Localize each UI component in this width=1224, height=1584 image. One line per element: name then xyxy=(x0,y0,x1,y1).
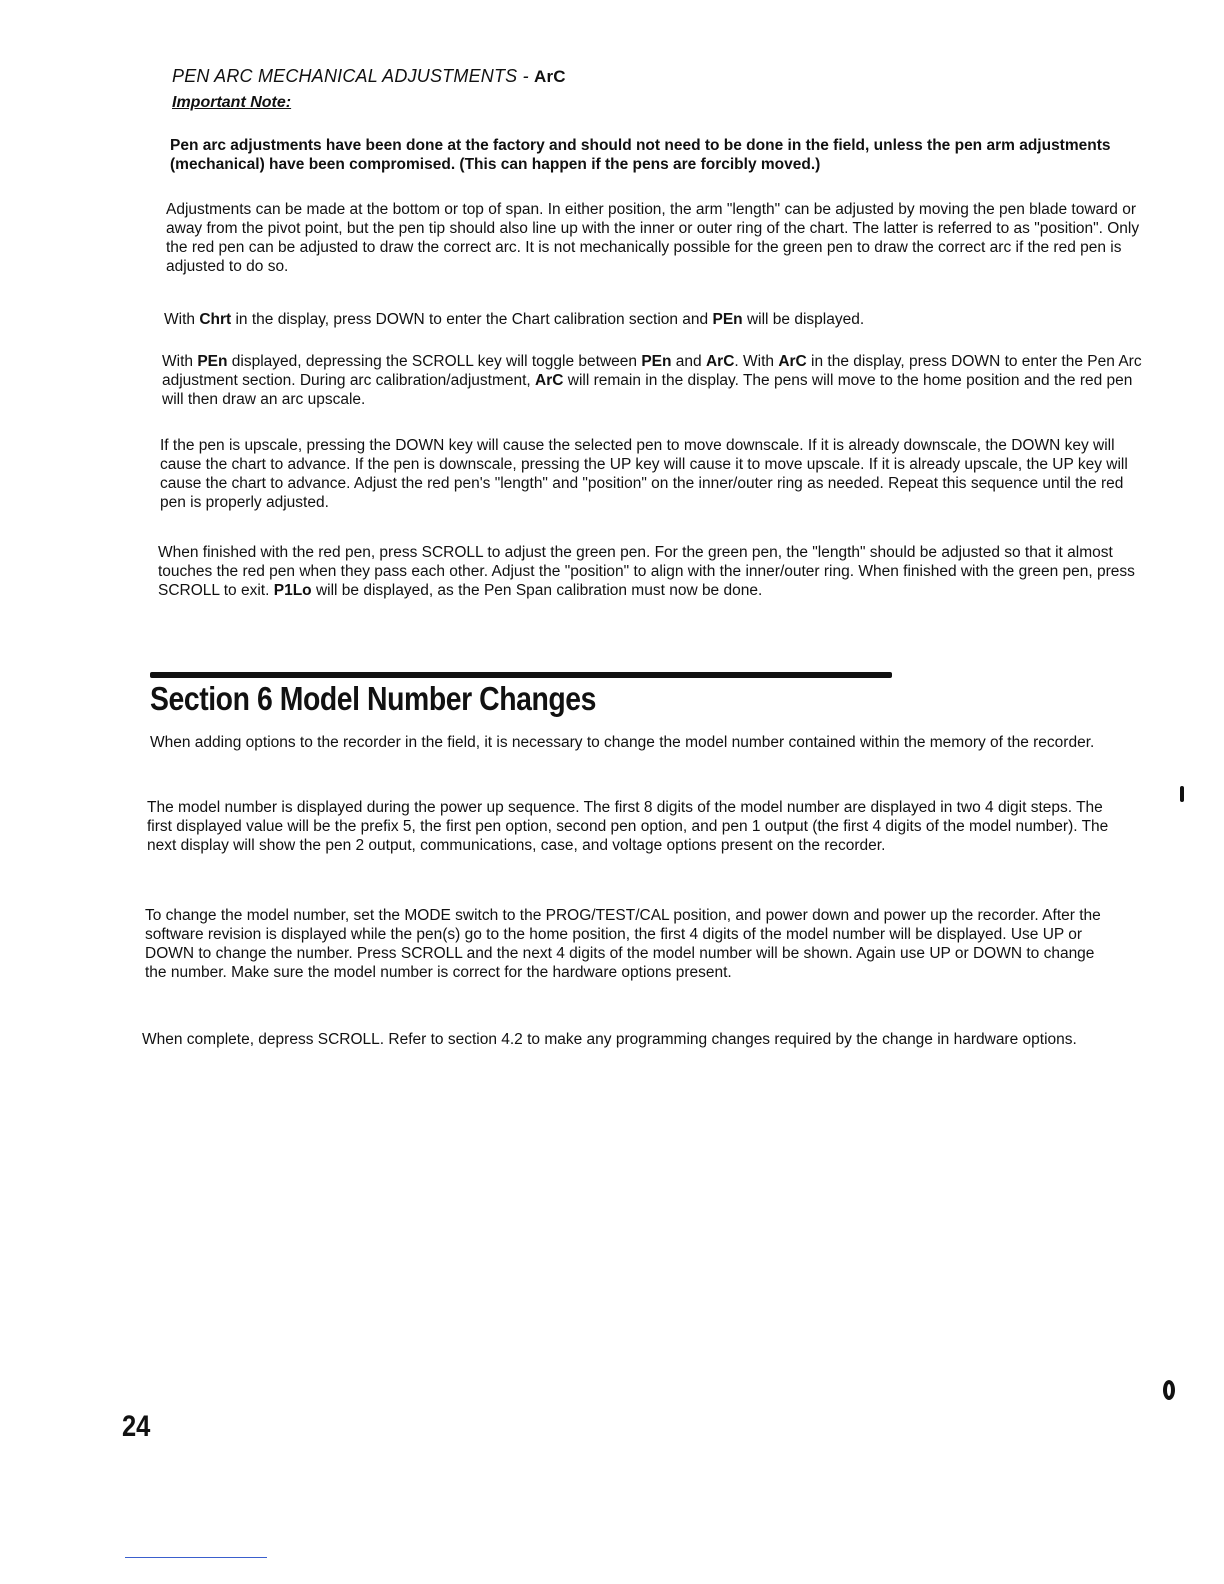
section-6-paragraph-4-text: When complete, depress SCROLL. Refer to section 4.2 to make any programming changes required by the change in hardware options. xyxy=(142,1031,1077,1048)
margin-mark xyxy=(1180,786,1184,802)
corner-scan-mark xyxy=(1163,1380,1175,1400)
paragraph-3 xyxy=(162,352,1152,409)
important-note-body: Pen arc adjustments have been done at the factory and should not need to be done in the field, unless the pen arm adjustments (mechanical) have been compromised. (This can happen if the pens are forcibly moved.) xyxy=(170,137,1111,173)
p5-a: When finished with the red pen, press SCROLL to adjust the green pen. For the green pen, the "length" should be adjusted so that it almost touches the red pen when they pass each other. Adjust the "position" to align with the inner/outer ring. When finished with the green pen, press SCROLL to exit. xyxy=(158,544,1135,599)
paragraph-4 xyxy=(160,436,1150,512)
important-note-label: Important Note: xyxy=(172,94,292,111)
important-note-text xyxy=(170,136,1145,174)
section-6-paragraph-1 xyxy=(150,733,1135,752)
section-6-rule xyxy=(150,672,892,678)
p5-c: will be displayed, as the Pen Span calibration must now be done. xyxy=(311,582,763,599)
paragraph-5-text xyxy=(158,543,1148,600)
p3-arc-3: ArC xyxy=(535,372,564,389)
p3-g: . With xyxy=(734,353,779,370)
p5-p1lo: P1Lo xyxy=(273,582,312,599)
section-6-title: Section 6 Model Number Changes xyxy=(150,680,596,717)
section-6-paragraph-1-text: When adding options to the recorder in the field, it is necessary to change the model number contained within the memory of the recorder. xyxy=(150,734,1095,751)
p3-c: displayed, depressing the SCROLL key will toggle between xyxy=(227,353,642,370)
heading-code: ArC xyxy=(534,67,566,86)
section-6-paragraph-3 xyxy=(145,906,1105,982)
p3-pen-1: PEn xyxy=(197,353,228,370)
p2-c: in the display, press DOWN to enter the Chart calibration section and xyxy=(231,311,713,328)
p2-chrt: Chrt xyxy=(199,311,232,328)
section-heading xyxy=(172,66,566,87)
p3-k: will remain in the display. The pens will move to the home position and the red pen will then draw an arc upscale. xyxy=(162,372,1133,408)
p3-arc-1: ArC xyxy=(705,353,735,370)
p3-i: in the display, press DOWN to enter the Pen Arc adjustment section. During arc calibration/adjustment, xyxy=(162,353,1142,389)
p3-pen-2: PEn xyxy=(641,353,672,370)
p3-e: and xyxy=(671,353,706,370)
heading-separator: - xyxy=(517,66,534,86)
heading-title: PEN ARC MECHANICAL ADJUSTMENTS xyxy=(172,66,518,86)
p2-e: will be displayed. xyxy=(742,311,865,328)
p3-arc-2: ArC xyxy=(778,353,807,370)
paragraph-2-text xyxy=(164,310,1154,329)
p2-pen: PEn xyxy=(712,311,743,328)
section-6-paragraph-2-text: The model number is displayed during the power up sequence. The first 8 digits of the model number are displayed in two 4 digit steps. The first displayed value will be the prefix 5, the first pen option, second pen option, and pen 1 output (the first 4 digits of the model number). The next display will show the pen 2 output, communications, case, and voltage options present on the recorder. xyxy=(147,799,1109,854)
section-6-paragraph-2 xyxy=(147,798,1132,855)
p3-a: With xyxy=(162,353,198,370)
paragraph-3-text xyxy=(162,352,1152,409)
section-6-paragraph-3-text: To change the model number, set the MODE switch to the PROG/TEST/CAL position, and power down and power up the recorder. After the software revision is displayed while the pen(s) go to the home position, the first 4 digits of the model number will be displayed. Use UP or DOWN to change the number. Press SCROLL and the next 4 digits of the model number will be shown. Again use UP or DOWN to change the number. Make sure the model number is correct for the hardware options present. xyxy=(145,907,1101,981)
paragraph-1-text: Adjustments can be made at the bottom or top of span. In either position, the arm "length" can be adjusted by moving the pen blade toward or away from the pivot point, but the pen tip should also line up with the inner or outer ring of the chart. The latter is referred to as "position". Only the red pen can be adjusted to draw the correct arc. It is not mechanically possible for the green pen to draw the correct arc if the red pen is adjusted to do so. xyxy=(166,201,1140,275)
paragraph-4-text: If the pen is upscale, pressing the DOWN key will cause the selected pen to move downscale. If it is already downscale, the DOWN key will cause the chart to advance. If the pen is downscale, pressing the UP key will cause it to move upscale. If it is already upscale, the UP key will cause the chart to advance. Adjust the red pen's "length" and "position" on the inner/outer ring as needed. Repeat this sequence until the red pen is properly adjusted. xyxy=(160,437,1128,511)
footer-link-line xyxy=(125,1557,267,1558)
paragraph-5 xyxy=(158,543,1148,600)
paragraph-2 xyxy=(164,310,1154,329)
section-6-paragraph-4 xyxy=(142,1030,1082,1049)
page-number: 24 xyxy=(122,1410,151,1443)
paragraph-1 xyxy=(166,200,1151,276)
p2-a: With xyxy=(164,311,200,328)
